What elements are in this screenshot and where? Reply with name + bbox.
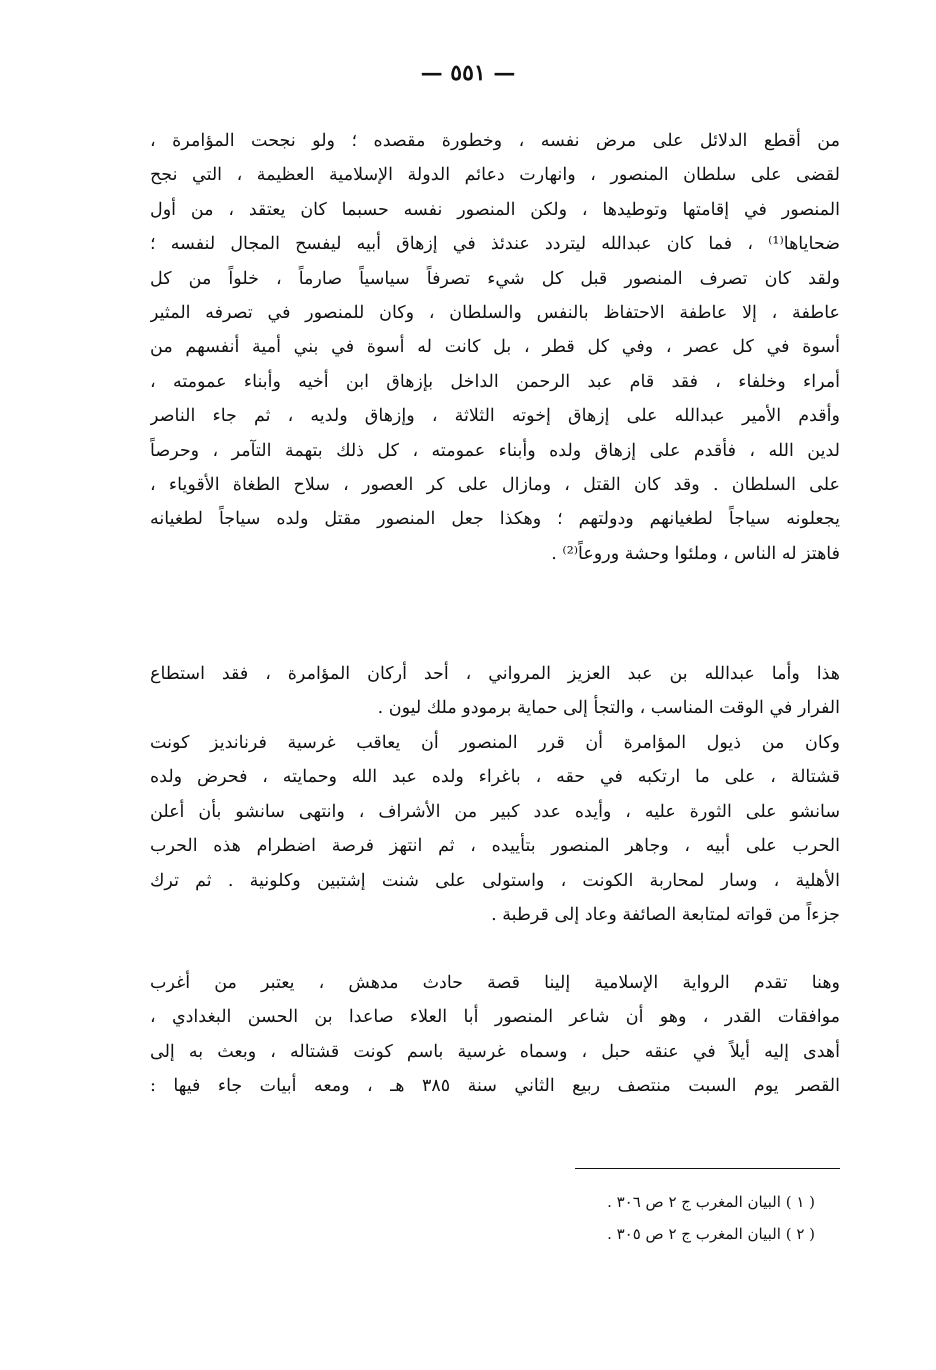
page-number: — ٥٥١ — [420, 60, 516, 86]
text-line: الحرب على أبيه ، وجاهر المنصور بتأييده ، ثم انتهز فرصة اضطرام هذه الحرب [150, 836, 840, 857]
footnote-divider [575, 1168, 840, 1169]
footnotes [400, 1186, 815, 1250]
text-line: الفرار في الوقت المناسب ، والتجأ إلى حماية برمودو ملك ليون . [377, 698, 840, 719]
text-line: لدين الله ، فأقدم على إزهاق ولده وأبناء عمومته ، كل ذلك بتهمة التآمر ، وحرصاً [150, 440, 840, 461]
text-line: قشتالة ، على ما ارتكبه في حقه ، باغراء ولده عبد الله وحمايته ، فحرض ولده [150, 767, 840, 788]
text-line: يجعلونه سياجاً لطغيانهم ودولتهم ؛ وهكذا جعل المنصور مقتل ولده سياجاً لطغيانه [150, 509, 840, 530]
text-line: جزءاً من قواته لمتابعة الصائفة وعاد إلى قرطبة . [491, 904, 840, 925]
text-line: عاطفة ، إلا عاطفة الاحتفاظ بالنفس والسلطان ، وكان للمنصور في تصرفه المثير [150, 302, 840, 323]
text-line: من أقطع الدلائل على مرض نفسه ، وخطورة مقصده ؛ ولو نجحت المؤامرة ، [150, 131, 840, 151]
text-line: القصر يوم السبت منتصف ربيع الثاني سنة ٣٨٥ هـ ، ومعه أبيات جاء فيها : [150, 1076, 840, 1097]
footnote-2: ( ٢ ) البيان المغرب ج ٢ ص ٣٠٥ . [607, 1225, 815, 1243]
paragraph-2 [150, 657, 840, 726]
footnote-1: ( ١ ) البيان المغرب ج ٢ ص ٣٠٦ . [607, 1193, 815, 1211]
text-line: أمراء وخلفاء ، فقد قام عبد الرحمن الداخل بإزهاق ابن أخيه وأبناء عمومته ، [150, 371, 840, 392]
text-line: هذا وأما عبدالله بن عبد العزيز المرواني ، أحد أركان المؤامرة ، فقد استطاع [150, 664, 840, 684]
paragraph-3 [150, 726, 840, 932]
text-line: لقضى على سلطان المنصور ، وانهارت دعائم الدولة الإسلامية العظيمة ، التي نجح [150, 165, 840, 186]
text-line: وكان من ذيول المؤامرة أن قرر المنصور أن يعاقب غرسية فرنانديز كونت [150, 733, 840, 753]
paragraph-1 [150, 124, 840, 571]
text-line: موافقات القدر ، وهو أن شاعر المنصور أبا العلاء صاعدا بن الحسن البغدادي ، [150, 1007, 840, 1028]
text-line: على السلطان . وقد كان القتل ، ومازال على كر العصور ، سلاح الطغاة الأقوياء ، [150, 474, 840, 495]
text-line: الأهلية ، وسار لمحاربة الكونت ، واستولى على شنت إشتبين وكلونية . ثم ترك [150, 870, 840, 891]
text-line: وأقدم الأمير عبدالله على إزهاق إخوته الثلاثة ، وإزهاق ولديه ، ثم جاء الناصر [150, 406, 840, 427]
text-line: المنصور في إقامتها وتوطيدها ، ولكن المنصور نفسه حسبما كان يعتقد ، من أول [150, 199, 840, 220]
text-line: سانشو على الثورة عليه ، وأيده عدد كبير من الأشراف ، وانتهى سانشو بأن أعلن [150, 801, 840, 822]
text-line: ولقد كان تصرف المنصور قبل كل شيء تصرفاً سياسياً صارماً ، خلواً من كل [150, 268, 840, 289]
text-line: أسوة في كل عصر ، وفي كل قطر ، بل كانت له أسوة في بني أمية أنفسهم من [150, 337, 840, 358]
text-line: فاهتز له الناس ، وملئوا وحشة وروعاً⁽²⁾ . [551, 543, 840, 564]
paragraph-4 [150, 966, 840, 1104]
text-line: ضحاياها⁽¹⁾ ، فما كان عبدالله ليتردد عندئذ في إزهاق أبيه ليفسح المجال لنفسه ؛ [150, 234, 840, 255]
text-line: أهدى إليه أيلاً في عنقه حبل ، وسماه غرسية باسم كونت قشتاله ، وبعث به إلى [150, 1041, 840, 1062]
text-line: وهنا تقدم الرواية الإسلامية إلينا قصة حادث مدهش ، يعتبر من أغرب [150, 973, 840, 993]
